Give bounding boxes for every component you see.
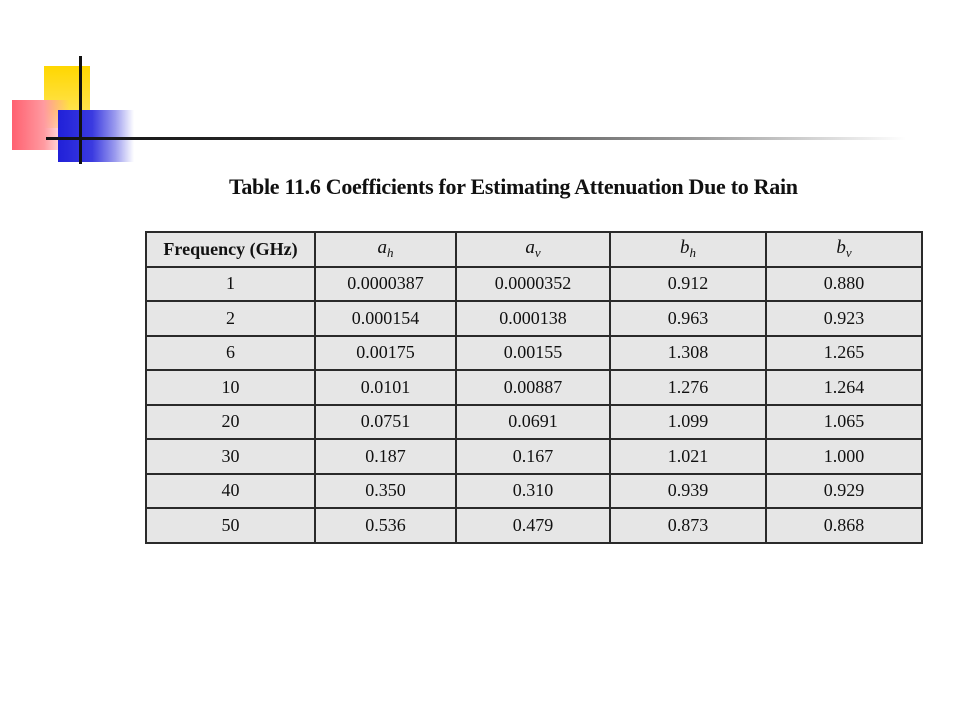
cell-a-v: 0.00887 bbox=[456, 370, 610, 405]
header-b-h: $b_h$ bbox=[610, 232, 766, 267]
cell-frequency: 10 bbox=[146, 370, 315, 405]
cell-a-h: 0.0751 bbox=[315, 405, 456, 440]
cell-b-v: 1.065 bbox=[766, 405, 922, 440]
cell-b-h: 0.873 bbox=[610, 508, 766, 543]
table-row bbox=[146, 439, 922, 474]
header-a-h: $a_h$ bbox=[315, 232, 456, 267]
cell-b-h: 0.939 bbox=[610, 474, 766, 509]
vertical-rule bbox=[79, 56, 82, 164]
cell-b-v: 1.264 bbox=[766, 370, 922, 405]
cell-b-v: 1.000 bbox=[766, 439, 922, 474]
table-row bbox=[146, 336, 922, 371]
cell-a-v: 0.0000352 bbox=[456, 267, 610, 302]
cell-b-v: 0.880 bbox=[766, 267, 922, 302]
table-row bbox=[146, 301, 922, 336]
cell-b-v: 1.265 bbox=[766, 336, 922, 371]
cell-a-h: 0.00175 bbox=[315, 336, 456, 371]
cell-b-h: 1.308 bbox=[610, 336, 766, 371]
cell-frequency: 20 bbox=[146, 405, 315, 440]
cell-a-v: 0.310 bbox=[456, 474, 610, 509]
rain-attenuation-coefficients-table bbox=[145, 231, 923, 544]
slide-corner-decoration bbox=[0, 0, 960, 170]
cell-a-h: 0.0101 bbox=[315, 370, 456, 405]
cell-b-h: 1.021 bbox=[610, 439, 766, 474]
cell-b-h: 1.276 bbox=[610, 370, 766, 405]
cell-b-v: 0.929 bbox=[766, 474, 922, 509]
cell-b-v: 0.923 bbox=[766, 301, 922, 336]
table-row bbox=[146, 474, 922, 509]
table-row bbox=[146, 405, 922, 440]
cell-a-v: 0.167 bbox=[456, 439, 610, 474]
cell-frequency: 50 bbox=[146, 508, 315, 543]
cell-a-v: 0.479 bbox=[456, 508, 610, 543]
cell-a-h: 0.0000387 bbox=[315, 267, 456, 302]
table-row bbox=[146, 508, 922, 543]
cell-b-h: 1.099 bbox=[610, 405, 766, 440]
cell-frequency: 6 bbox=[146, 336, 315, 371]
cell-a-h: 0.350 bbox=[315, 474, 456, 509]
header-a-v: $a_v$ bbox=[456, 232, 610, 267]
cell-b-h: 0.912 bbox=[610, 267, 766, 302]
table-row bbox=[146, 267, 922, 302]
cell-frequency: 1 bbox=[146, 267, 315, 302]
table-title: Table 11.6 Coefficients for Estimating Attenuation Due to Rain bbox=[229, 174, 798, 199]
cell-a-v: 0.00155 bbox=[456, 336, 610, 371]
cell-frequency: 40 bbox=[146, 474, 315, 509]
cell-b-h: 0.963 bbox=[610, 301, 766, 336]
header-b-v: $b_v$ bbox=[766, 232, 922, 267]
cell-frequency: 2 bbox=[146, 301, 315, 336]
cell-a-h: 0.187 bbox=[315, 439, 456, 474]
blue-square-shape bbox=[58, 110, 134, 162]
cell-a-h: 0.536 bbox=[315, 508, 456, 543]
cell-a-v: 0.0691 bbox=[456, 405, 610, 440]
cell-b-v: 0.868 bbox=[766, 508, 922, 543]
cell-a-v: 0.000138 bbox=[456, 301, 610, 336]
header-frequency: Frequency (GHz) bbox=[146, 232, 315, 267]
header-row bbox=[146, 232, 922, 267]
horizontal-rule bbox=[46, 137, 906, 140]
cell-frequency: 30 bbox=[146, 439, 315, 474]
table-row bbox=[146, 370, 922, 405]
cell-a-h: 0.000154 bbox=[315, 301, 456, 336]
